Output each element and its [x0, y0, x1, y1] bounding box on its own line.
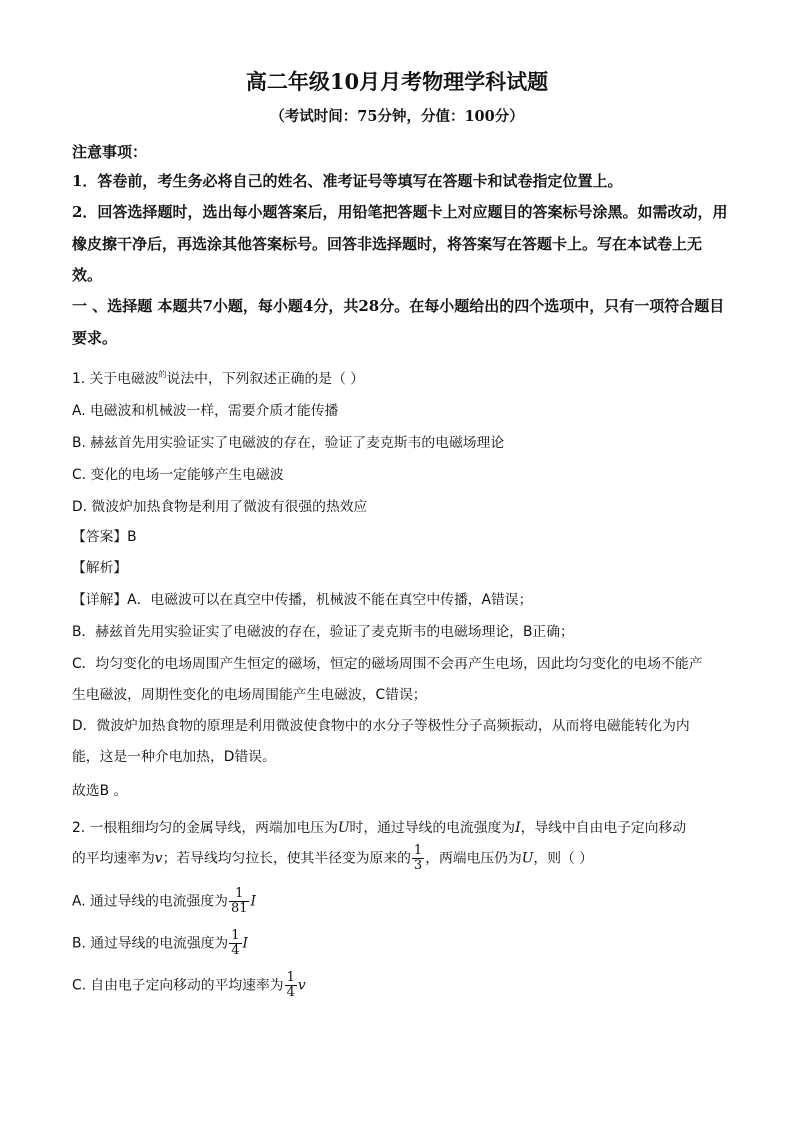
fraction-one-eighty-first: $\frac{1}{81}$ — [230, 886, 248, 916]
var-i-a: I — [250, 893, 256, 910]
q2-stem-part-5: ；若导线均匀拉长，使其半径变为原来的 — [162, 850, 411, 867]
fraction-one-fourth-c: $\frac{1}{4}$ — [286, 970, 295, 1000]
q2-option-c — [72, 971, 732, 1000]
notes-item-1: 1．答卷前，考生务必将自己的姓名、准考证号等填写在答题卡和试卷指定位置上。 — [72, 172, 623, 190]
q1-stem-end: 说法中，下列叙述正确的是（ ） — [166, 371, 365, 387]
q2-stem-part-6: ，两端电压仍为 — [425, 850, 522, 867]
exam-info: （考试时间：75分钟，分值：100分） — [270, 108, 524, 125]
q1-answer: 【答案】B — [72, 529, 137, 545]
q2-stem-part-7: ，则（ ） — [533, 850, 593, 867]
var-v-c: v — [297, 977, 306, 994]
q1-stem-start: 1. 关于电磁波 — [72, 371, 159, 387]
fraction-one-fourth: $\frac{1}{4}$ — [231, 928, 240, 958]
var-u: U — [337, 820, 350, 836]
var-i: I — [515, 820, 521, 836]
q1-stem — [72, 367, 732, 387]
q2-stem-line-1 — [72, 816, 732, 836]
q2-stem-line-2 — [72, 844, 732, 873]
q2-option-b — [72, 929, 732, 958]
q1-detail-2: B．赫兹首先用实验证实了电磁波的存在，验证了麦克斯韦的电磁场理论，B正确； — [72, 624, 574, 640]
var-u-2: U — [521, 850, 534, 867]
q1-option-b: B. 赫兹首先用实验证实了电磁波的存在，验证了麦克斯韦的电磁场理论 — [72, 435, 505, 451]
q1-option-d: D. 微波炉加热食物是利用了微波有很强的热效应 — [72, 499, 368, 515]
q1-detail-4a: D．微波炉加热食物的原理是利用微波使食物中的水分子等极性分子高频振动，从而将电磁能转化为内 — [72, 718, 690, 734]
q2-stem-part-2: 时，通过导线的电流强度为 — [349, 820, 516, 836]
q2-option-b-text: B. 通过导线的电流强度为 — [72, 935, 229, 952]
section-heading: 一 、选择题 本题共7小题，每小题4分，共28分。在每小题给出的四个选项中，只有一项符合题目要求。 — [72, 297, 725, 347]
q1-detail-1: 【详解】A．电磁波可以在真空中传播，机械波不能在真空中传播，A错误； — [72, 592, 533, 608]
fraction-one-third: $\frac{1}{3}$ — [413, 843, 423, 873]
q2-stem-part-1: 2. 一根粗细均匀的金属导线，两端加电压为 — [72, 820, 338, 836]
q2-option-a-text: A. 通过导线的电流强度为 — [72, 893, 228, 910]
q1-detail-3a: C．均匀变化的电场周围产生恒定的磁场，恒定的磁场周围不会再产生电场，因此均匀变化的电场不能产 — [72, 656, 703, 672]
q1-stem-mark: 的 — [158, 370, 167, 379]
q2-stem-part-4: 的平均速率为 — [72, 850, 155, 867]
notes-item-2: 2．回答选择题时，选出每小题答案后，用铅笔把答题卡上对应题目的答案标号涂黑。如需改动，用橡皮擦干净后，再选涂其他答案标号。回答非选择题时，将答案写在答题卡上。写在本试卷上无效。 — [72, 203, 728, 284]
q2-stem-part-3: ，导线中自由电子定向移动 — [520, 820, 687, 836]
q1-detail-4b: 能，这是一种介电加热，D错误。 — [72, 749, 276, 765]
q1-conclusion: 故选B 。 — [72, 783, 128, 799]
page-title: 高二年级10月月考物理学科试题 — [245, 69, 549, 94]
q1-option-c: C. 变化的电场一定能够产生电磁波 — [72, 467, 284, 483]
notes-heading: 注意事项： — [72, 143, 148, 161]
q1-analysis-label: 【解析】 — [72, 560, 128, 576]
var-v: v — [154, 850, 163, 867]
q2-option-a — [72, 887, 732, 916]
q1-detail-3b: 生电磁波，周期性变化的电场周围能产生电磁波，C错误； — [72, 687, 427, 703]
var-i-b: I — [242, 935, 248, 952]
q1-option-a: A. 电磁波和机械波一样，需要介质才能传播 — [72, 403, 339, 419]
q2-option-c-text: C. 自由电子定向移动的平均速率为 — [72, 977, 284, 994]
